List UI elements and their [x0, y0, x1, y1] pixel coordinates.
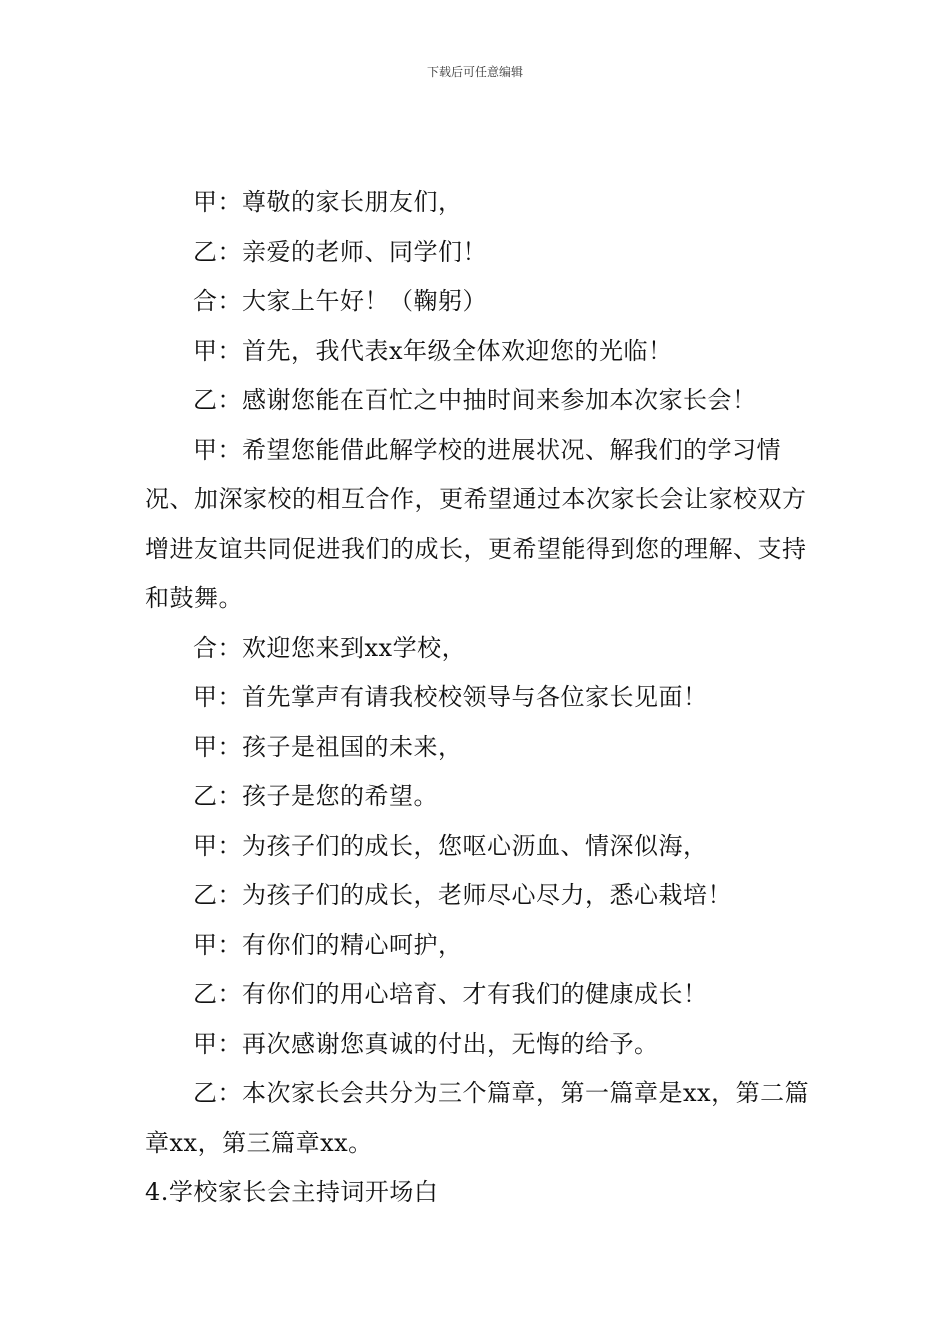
paragraph-7: 合：欢迎您来到xx学校， [193, 633, 467, 662]
paragraph-15: 甲：再次感谢您真诚的付出，无悔的给予。 [193, 1029, 659, 1058]
document-body [145, 178, 810, 1218]
paragraph-13: 甲：有你们的精心呵护， [193, 930, 463, 959]
paragraph-10: 乙：孩子是您的希望。 [193, 782, 438, 810]
paragraph-16: 乙：本次家长会共分为三个篇章，第一篇章是xx，第二篇章xx，第三篇章xx。 [145, 1079, 810, 1157]
page-header: 下载后可任意编辑 [426, 65, 523, 79]
paragraph-12: 乙：为孩子们的成长，老师尽心尽力，悉心栽培！ [193, 881, 732, 909]
paragraph-6: 甲：希望您能借此解学校的进展状况、解我们的学习情况、加深家校的相互合作，更希望通过本次家长会让家校双方增进友谊共同促进我们的成长，更希望能得到您的理解、支持和鼓舞。 [145, 435, 807, 612]
paragraph-8: 甲：首先掌声有请我校校领导与各位家长见面！ [193, 683, 708, 711]
paragraph-1: 甲：尊敬的家长朋友们， [193, 188, 463, 216]
paragraph-3: 合：大家上午好！（鞠躬） [193, 287, 487, 315]
paragraph-2: 乙：亲爱的老师、同学们！ [193, 237, 487, 266]
paragraph-4: 甲：首先，我代表x年级全体欢迎您的光临！ [193, 336, 673, 365]
paragraph-14: 乙：有你们的用心培育、才有我们的健康成长！ [193, 980, 708, 1008]
section-heading: 4.学校家长会主持词开场白 [145, 1178, 439, 1206]
paragraph-11: 甲：为孩子们的成长，您呕心沥血、情深似海， [193, 831, 708, 860]
paragraph-9: 甲：孩子是祖国的未来， [193, 732, 463, 761]
paragraph-5: 乙：感谢您能在百忙之中抽时间来参加本次家长会！ [193, 386, 757, 414]
